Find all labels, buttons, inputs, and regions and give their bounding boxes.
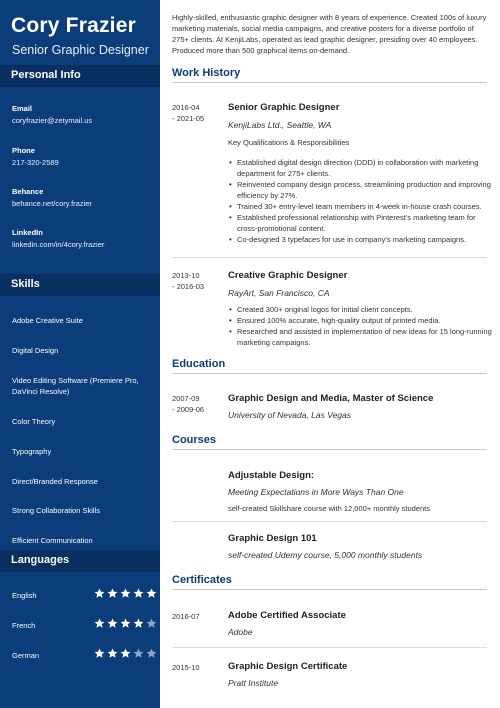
language-name: German (12, 651, 40, 660)
rating-stars (94, 588, 159, 599)
certificate-date: 2015-10 (172, 663, 200, 672)
certificate-date: 2016-07 (172, 612, 200, 621)
education-heading: Education (172, 358, 487, 374)
candidate-name: Cory Frazier (11, 14, 136, 37)
divider (172, 257, 487, 258)
behance-value[interactable]: behance.net/cory.frazier (12, 199, 92, 208)
star-filled-icon (107, 618, 118, 629)
course-note: self-created Skillshare course with 12,000+ monthly students (228, 504, 430, 513)
linkedin-label: LinkedIn (12, 228, 43, 237)
job-note: Key Qualifications & Responsibilities (228, 138, 350, 147)
skill-item: Video Editing Software (Premiere Pro, DaVinci Resolve) (12, 376, 139, 396)
divider (172, 647, 487, 648)
linkedin-value[interactable]: linkedin.com/in/4cory.frazier (12, 240, 105, 249)
language-name: French (12, 621, 36, 630)
rating-stars (94, 618, 159, 629)
star-filled-icon (107, 588, 118, 599)
language-name: English (12, 591, 37, 600)
skill-item: Typography (12, 447, 52, 456)
star-filled-icon (94, 648, 105, 659)
personal-info-heading: Personal Info (0, 65, 160, 87)
list-item: • Reinvented company design process, streamlining production and improving efficiency by 27%. (228, 179, 493, 201)
skills-heading: Skills (0, 274, 160, 296)
certificate-title: Graphic Design Certificate (228, 661, 348, 672)
skill-item: Adobe Creative Suite (12, 316, 83, 325)
job-title: Senior Graphic Designer (228, 102, 340, 113)
email-label: Email (12, 104, 33, 113)
list-item: • Established digital design direction (DDD) in collaboration with marketing department for 275+ clients. (228, 157, 493, 179)
star-filled-icon (107, 648, 118, 659)
divider (172, 521, 487, 522)
certificate-issuer: Adobe (228, 627, 253, 637)
list-item: • Ensured 100% accurate, high-quality output of printed media. (228, 315, 493, 326)
list-item: • Created 300+ original logos for initial client concepts. (228, 304, 493, 315)
skill-item: Digital Design (12, 346, 59, 355)
star-filled-icon (133, 618, 144, 629)
rating-stars (94, 648, 159, 659)
phone-value[interactable]: 217-320-2589 (12, 158, 59, 167)
job-bullets (228, 304, 493, 348)
job-company: RayArt, San Francisco, CA (228, 288, 330, 298)
course-title: Graphic Design 101 (228, 533, 317, 544)
job-title: Creative Graphic Designer (228, 270, 348, 281)
list-item: • Co-designed 3 typefaces for use in company's marketing campaigns. (228, 234, 493, 245)
star-filled-icon (120, 618, 131, 629)
sidebar (0, 0, 160, 708)
star-filled-icon (94, 588, 105, 599)
star-filled-icon (146, 588, 157, 599)
job-company: KenjiLabs Ltd., Seattle, WA (228, 120, 332, 130)
phone-label: Phone (12, 146, 35, 155)
job-dates: 2013-10 - 2016-03 (172, 271, 205, 291)
education-school: University of Nevada, Las Vegas (228, 410, 351, 420)
certificate-title: Adobe Certified Associate (228, 610, 346, 621)
list-item: • Researched and assisted in implementation of new ideas for 15 long-running marketing campaigns. (228, 326, 493, 348)
star-empty-icon (146, 618, 157, 629)
certificate-issuer: Pratt Institute (228, 678, 279, 688)
job-bullets (228, 157, 493, 245)
star-filled-icon (133, 588, 144, 599)
course-subtitle: Meeting Expectations in More Ways Than One (228, 487, 404, 497)
education-dates: 2007-09 - 2009-06 (172, 394, 205, 414)
certificates-heading: Certificates (172, 574, 487, 590)
star-filled-icon (120, 588, 131, 599)
skill-item: Strong Collaboration Skills (12, 506, 100, 515)
candidate-title: Senior Graphic Designer (12, 43, 149, 57)
profile-summary: Highly-skilled, enthusiastic graphic designer with 8 years of experience. Created 100s of luxury marketing materials, social media campaigns, and creative posters for a diverse portfolio of 275+ clients. At KenjiLabs, operated as lead graphic designer, presiding over 40 employees. Produced more than 500 graphical items on-demand. (172, 13, 487, 55)
star-empty-icon (146, 648, 157, 659)
skill-item: Direct/Branded Response (12, 477, 98, 486)
star-filled-icon (120, 648, 131, 659)
main-content (160, 0, 500, 708)
skill-item: Color Theory (12, 417, 56, 426)
work-history-heading: Work History (172, 67, 487, 83)
list-item: • Trained 30+ entry-level team members in 4-week in-house crash courses. (228, 201, 493, 212)
course-subtitle: self-created Udemy course, 5,000 monthly students (228, 550, 423, 560)
courses-heading: Courses (172, 434, 487, 450)
job-dates: 2016-04 - 2021-05 (172, 103, 205, 123)
star-empty-icon (133, 648, 144, 659)
star-filled-icon (94, 618, 105, 629)
education-degree: Graphic Design and Media, Master of Science (228, 393, 434, 404)
list-item: • Established professional relationship with Pinterest's marketing team for cross-promotional content. (228, 212, 493, 234)
email-value[interactable]: coryfrazier@zetymail.us (12, 116, 93, 125)
behance-label: Behance (12, 187, 44, 196)
skill-item: Efficient Communication (12, 536, 93, 545)
course-title: Adjustable Design: (228, 470, 315, 481)
languages-heading: Languages (0, 550, 160, 572)
